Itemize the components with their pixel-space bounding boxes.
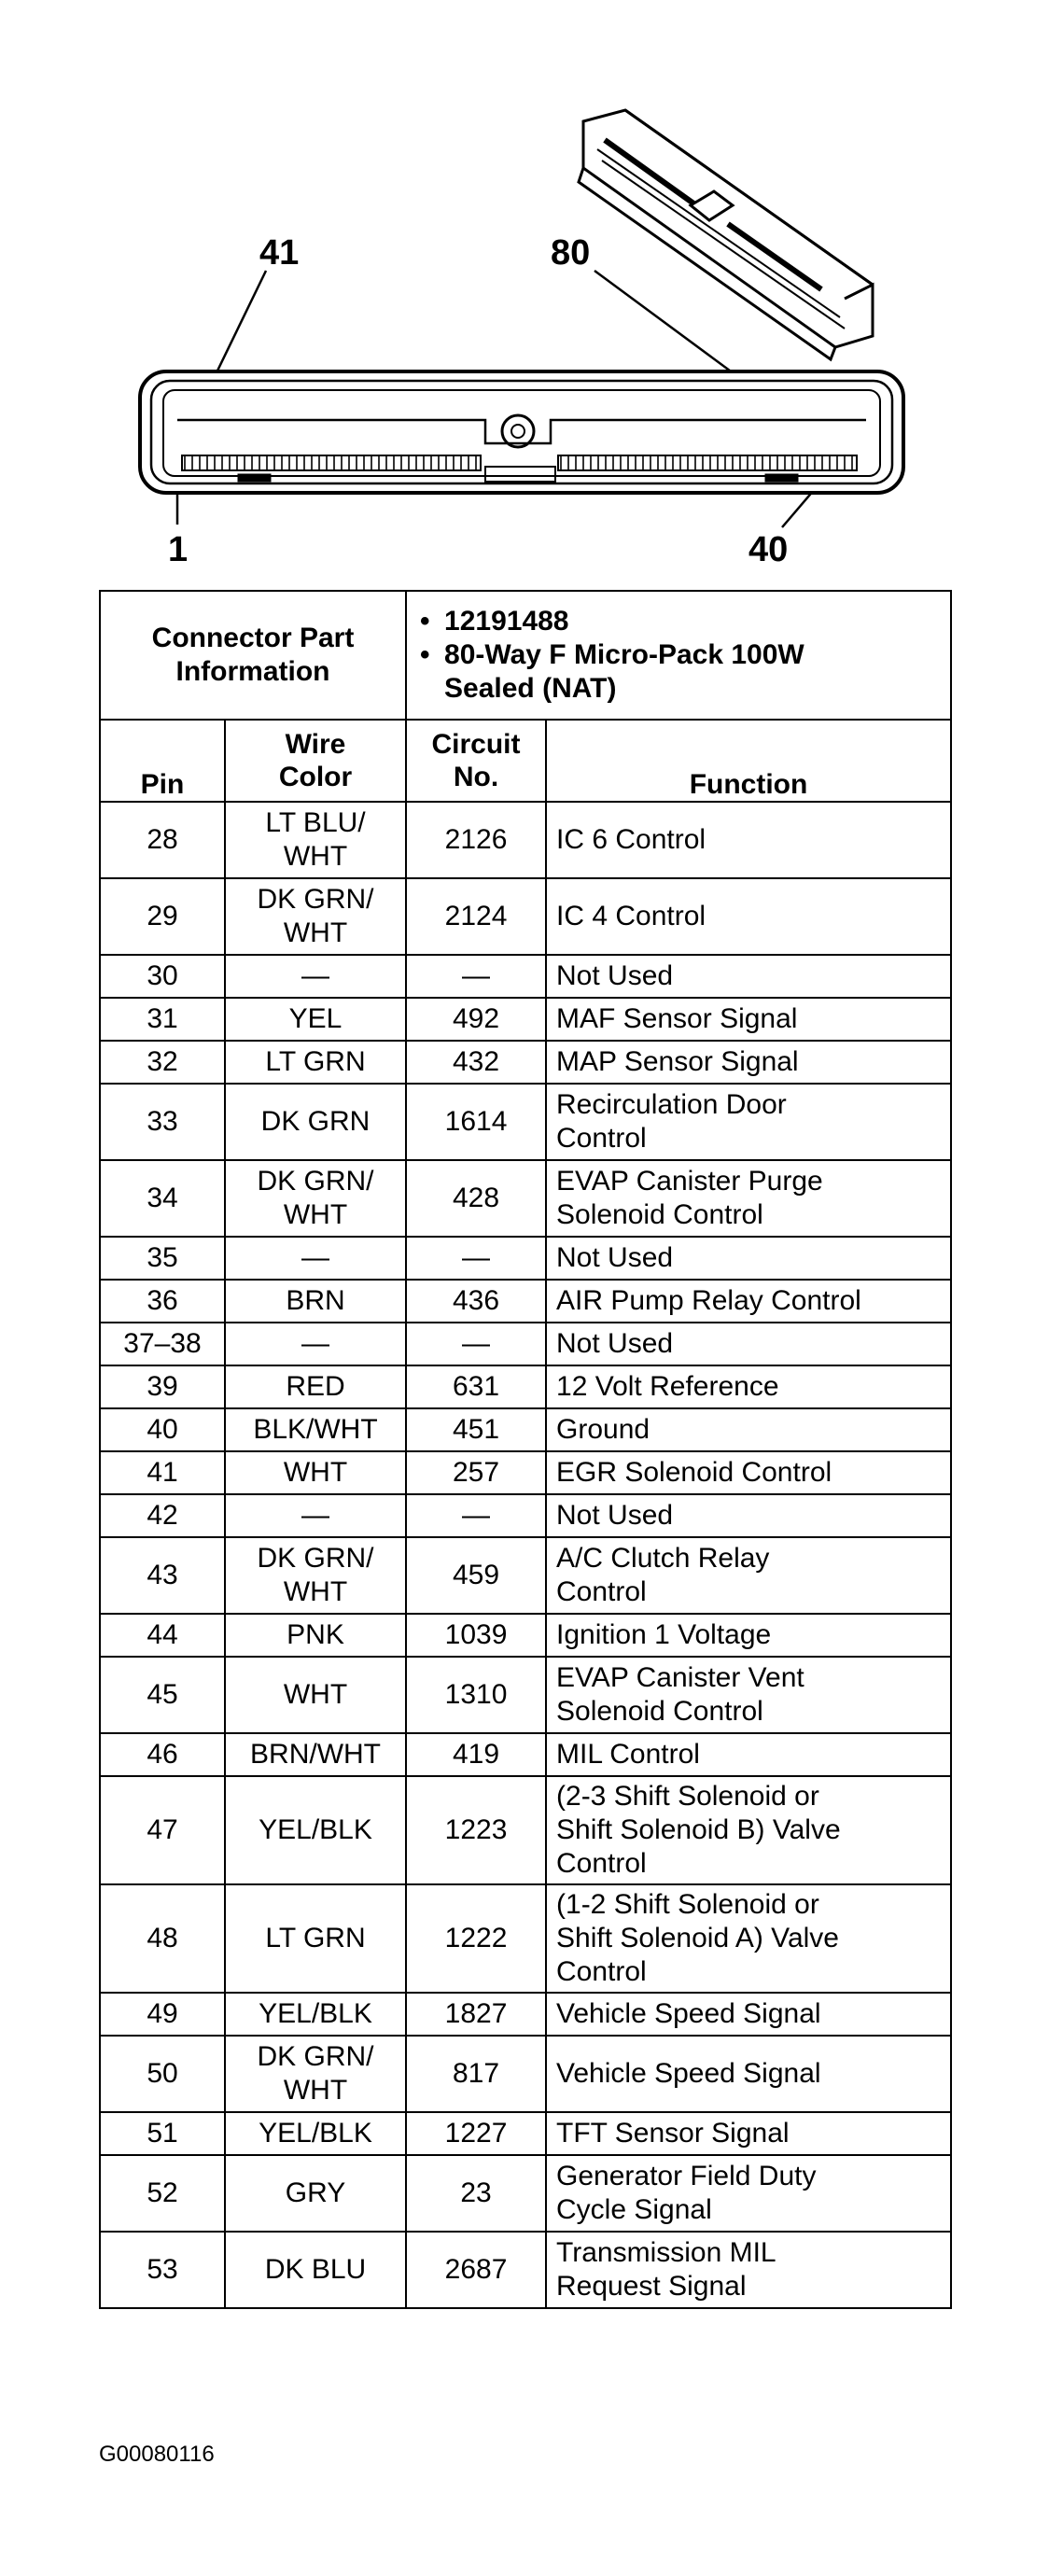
table-row: [100, 1884, 951, 1993]
circuit-cell: 1614: [406, 1084, 546, 1160]
function-line: Ignition 1 Voltage: [556, 1619, 772, 1650]
pin-cell: 49: [100, 1993, 225, 2036]
circuit-cell: 1222: [406, 1884, 546, 1993]
pin-cell: 42: [100, 1494, 225, 1537]
pin-cell: 46: [100, 1733, 225, 1776]
wire-color-line: LT BLU/: [265, 807, 366, 838]
table-row: [100, 1993, 951, 2036]
connector-description-line1: • 80-Way F Micro-Pack 100W: [444, 638, 941, 672]
table-row: [100, 1365, 951, 1408]
function-cell: [546, 1041, 951, 1084]
column-header-row: [100, 720, 951, 802]
function-cell: [546, 2112, 951, 2155]
circuit-cell: —: [406, 1237, 546, 1280]
connector-info-label-line2: Information: [175, 656, 330, 687]
wire-color-cell: [225, 1733, 406, 1776]
table-row: [100, 955, 951, 998]
function-line: AIR Pump Relay Control: [556, 1285, 861, 1316]
function-cell: [546, 1408, 951, 1451]
table-row: [100, 1280, 951, 1323]
pin-cell: 47: [100, 1776, 225, 1884]
connector-front-view: [140, 371, 903, 493]
function-line: Control: [556, 1848, 647, 1879]
table-row: [100, 1084, 951, 1160]
wire-color-cell: [225, 1884, 406, 1993]
circuit-cell: 459: [406, 1537, 546, 1614]
wire-color-line: DK GRN/: [257, 1166, 374, 1197]
wire-color-line: LT GRN: [265, 1046, 366, 1077]
wire-color-line: WHT: [283, 1679, 348, 1710]
function-cell: [546, 2036, 951, 2112]
function-cell: [546, 955, 951, 998]
table-row: [100, 2155, 951, 2232]
pin-cell: 39: [100, 1365, 225, 1408]
wire-color-line: YEL/BLK: [259, 1814, 372, 1845]
circuit-cell: 451: [406, 1408, 546, 1451]
wire-color-cell: [225, 1993, 406, 2036]
circuit-cell: 428: [406, 1160, 546, 1237]
function-line: (1-2 Shift Solenoid or: [556, 1889, 819, 1920]
pin-cell: 32: [100, 1041, 225, 1084]
function-line: Control: [556, 1576, 647, 1607]
function-cell: [546, 1323, 951, 1365]
function-cell: [546, 1657, 951, 1733]
wire-color-cell: [225, 1280, 406, 1323]
circuit-cell: 2126: [406, 802, 546, 878]
circuit-cell: 492: [406, 998, 546, 1041]
function-line: MAP Sensor Signal: [556, 1046, 799, 1077]
function-line: A/C Clutch Relay: [556, 1543, 770, 1574]
function-line: EGR Solenoid Control: [556, 1457, 832, 1488]
pin-label-80: 80: [551, 233, 591, 273]
circuit-cell: —: [406, 955, 546, 998]
table-row: [100, 1041, 951, 1084]
connector-info-label-line1: Connector Part: [151, 623, 355, 653]
function-line: EVAP Canister Vent: [556, 1662, 804, 1693]
header-wire-line1: Wire: [285, 729, 346, 760]
wire-color-cell: [225, 1084, 406, 1160]
function-line: Control: [556, 1956, 647, 1987]
wire-color-cell: [225, 802, 406, 878]
wire-color-line: WHT: [283, 1199, 348, 1230]
function-line: Transmission MIL: [556, 2237, 776, 2268]
wire-color-line: —: [301, 960, 329, 991]
wire-color-line: YEL/BLK: [259, 1998, 372, 2029]
function-line: Solenoid Control: [556, 1199, 763, 1230]
header-circuit-line1: Circuit: [431, 729, 521, 760]
function-cell: [546, 1614, 951, 1657]
pin-cell: 48: [100, 1884, 225, 1993]
header-wire-line2: Color: [278, 762, 353, 792]
function-cell: [546, 998, 951, 1041]
figure-code: G00080116: [99, 2442, 215, 2467]
circuit-cell: 631: [406, 1365, 546, 1408]
wire-color-cell: [225, 1408, 406, 1451]
wire-color-line: DK GRN/: [257, 1543, 374, 1574]
pin-cell: 43: [100, 1537, 225, 1614]
function-cell: [546, 1280, 951, 1323]
wire-color-line: DK GRN: [260, 1106, 371, 1137]
wire-color-cell: [225, 2036, 406, 2112]
pin-cell: 37–38: [100, 1323, 225, 1365]
table-row: [100, 1537, 951, 1614]
function-cell: [546, 1776, 951, 1884]
wire-color-line: —: [301, 1242, 329, 1273]
table-row: [100, 1614, 951, 1657]
function-line: Not Used: [556, 960, 674, 991]
wire-color-cell: [225, 1657, 406, 1733]
pin-label-41: 41: [259, 233, 300, 273]
circuit-cell: —: [406, 1323, 546, 1365]
wire-color-line: YEL: [288, 1003, 343, 1034]
wire-color-cell: [225, 1537, 406, 1614]
wire-color-cell: [225, 1451, 406, 1494]
function-line: Shift Solenoid A) Valve: [556, 1923, 839, 1953]
wire-color-line: DK GRN/: [257, 884, 374, 915]
function-line: Vehicle Speed Signal: [556, 2058, 821, 2089]
function-line: EVAP Canister Purge: [556, 1166, 823, 1197]
circuit-cell: 432: [406, 1041, 546, 1084]
header-pin: Pin: [100, 720, 225, 802]
wire-color-cell: [225, 1237, 406, 1280]
pin-cell: 44: [100, 1614, 225, 1657]
function-cell: [546, 1494, 951, 1537]
function-line: TFT Sensor Signal: [556, 2118, 790, 2149]
table-row: [100, 1494, 951, 1537]
pin-cell: 31: [100, 998, 225, 1041]
pin-label-1: 1: [168, 530, 189, 569]
function-line: (2-3 Shift Solenoid or: [556, 1781, 819, 1812]
function-cell: [546, 1084, 951, 1160]
function-line: 12 Volt Reference: [556, 1371, 779, 1402]
connector-info-values: [406, 591, 951, 720]
function-line: Generator Field Duty: [556, 2161, 817, 2191]
table-row: [100, 1776, 951, 1884]
pin-cell: 33: [100, 1084, 225, 1160]
table-row: [100, 878, 951, 955]
wire-color-line: DK BLU: [264, 2254, 367, 2285]
pin-cell: 53: [100, 2232, 225, 2308]
connector-description-line2: Sealed (NAT): [444, 673, 617, 704]
wire-color-cell: [225, 1323, 406, 1365]
table-row: [100, 1733, 951, 1776]
pin-cell: 52: [100, 2155, 225, 2232]
circuit-cell: 817: [406, 2036, 546, 2112]
wire-color-cell: [225, 1776, 406, 1884]
function-cell: [546, 1993, 951, 2036]
wire-color-line: BRN/WHT: [250, 1739, 381, 1770]
wire-color-line: WHT: [283, 1576, 348, 1607]
header-circuit-no: [406, 720, 546, 802]
function-cell: [546, 1884, 951, 1993]
circuit-cell: 1227: [406, 2112, 546, 2155]
wire-color-line: WHT: [283, 2075, 348, 2106]
pin-cell: 41: [100, 1451, 225, 1494]
connector-3d-view: [579, 110, 873, 359]
function-cell: [546, 1537, 951, 1614]
pin-cell: 50: [100, 2036, 225, 2112]
header-function: Function: [546, 720, 951, 802]
function-line: Solenoid Control: [556, 1696, 763, 1727]
pin-cell: 35: [100, 1237, 225, 1280]
wire-color-cell: [225, 2112, 406, 2155]
function-cell: [546, 1365, 951, 1408]
wire-color-cell: [225, 1041, 406, 1084]
wire-color-line: —: [301, 1500, 329, 1531]
connector-pinout-table: [99, 590, 952, 2309]
circuit-cell: 1039: [406, 1614, 546, 1657]
wire-color-cell: [225, 1614, 406, 1657]
function-line: Recirculation Door: [556, 1089, 787, 1120]
pin-cell: 34: [100, 1160, 225, 1237]
function-line: IC 4 Control: [556, 901, 706, 931]
function-line: Ground: [556, 1414, 650, 1445]
part-number: • 12191488: [444, 605, 941, 638]
pin-rows: [100, 802, 951, 2308]
function-line: MIL Control: [556, 1739, 700, 1770]
pin-cell: 30: [100, 955, 225, 998]
table-row: [100, 1237, 951, 1280]
wire-color-line: BRN: [286, 1285, 345, 1316]
function-line: Cycle Signal: [556, 2194, 712, 2225]
function-line: Shift Solenoid B) Valve: [556, 1814, 841, 1845]
pin-label-40: 40: [748, 530, 789, 569]
wire-color-line: DK GRN/: [257, 2041, 374, 2072]
circuit-cell: —: [406, 1494, 546, 1537]
wire-color-cell: [225, 2155, 406, 2232]
table-row: [100, 2036, 951, 2112]
function-line: Vehicle Speed Signal: [556, 1998, 821, 2029]
function-cell: [546, 2155, 951, 2232]
wire-color-line: LT GRN: [265, 1923, 366, 1953]
function-cell: [546, 1160, 951, 1237]
function-line: Not Used: [556, 1500, 674, 1531]
wire-color-line: WHT: [283, 841, 348, 872]
function-line: IC 6 Control: [556, 824, 706, 855]
wire-color-cell: [225, 955, 406, 998]
circuit-cell: 419: [406, 1733, 546, 1776]
circuit-cell: 1827: [406, 1993, 546, 2036]
table-row: [100, 1323, 951, 1365]
wire-color-line: RED: [286, 1371, 345, 1402]
circuit-cell: 257: [406, 1451, 546, 1494]
connector-info-label: [100, 591, 406, 720]
circuit-cell: 23: [406, 2155, 546, 2232]
table-row: [100, 2112, 951, 2155]
wire-color-line: —: [301, 1328, 329, 1359]
connector-illustration: [0, 0, 1049, 579]
wire-color-line: PNK: [287, 1619, 344, 1650]
circuit-cell: 2124: [406, 878, 546, 955]
circuit-cell: 2687: [406, 2232, 546, 2308]
function-line: MAF Sensor Signal: [556, 1003, 798, 1034]
table-row: [100, 802, 951, 878]
wire-color-cell: [225, 1160, 406, 1237]
function-cell: [546, 1451, 951, 1494]
connector-info-row: [100, 591, 951, 720]
table-row: [100, 1451, 951, 1494]
table-row: [100, 1160, 951, 1237]
pin-cell: 29: [100, 878, 225, 955]
function-line: Not Used: [556, 1328, 674, 1359]
wire-color-line: WHT: [283, 1457, 348, 1488]
wire-color-cell: [225, 1494, 406, 1537]
wire-color-cell: [225, 1365, 406, 1408]
connector-drawing: [0, 0, 1049, 579]
pin-cell: 28: [100, 802, 225, 878]
wire-color-line: YEL/BLK: [259, 2118, 372, 2149]
function-cell: [546, 1237, 951, 1280]
header-circuit-line2: No.: [453, 762, 499, 792]
circuit-cell: 1310: [406, 1657, 546, 1733]
function-line: Not Used: [556, 1242, 674, 1273]
function-line: Control: [556, 1123, 647, 1154]
function-line: Request Signal: [556, 2271, 747, 2302]
wire-color-line: GRY: [285, 2177, 346, 2208]
pin-cell: 40: [100, 1408, 225, 1451]
header-wire-color: [225, 720, 406, 802]
wire-color-line: WHT: [283, 917, 348, 948]
wire-color-cell: [225, 998, 406, 1041]
pin-cell: 36: [100, 1280, 225, 1323]
wire-color-cell: [225, 2232, 406, 2308]
wire-color-line: BLK/WHT: [253, 1414, 378, 1445]
circuit-cell: 436: [406, 1280, 546, 1323]
function-cell: [546, 1733, 951, 1776]
table-row: [100, 998, 951, 1041]
pin-cell: 45: [100, 1657, 225, 1733]
function-cell: [546, 2232, 951, 2308]
circuit-cell: 1223: [406, 1776, 546, 1884]
function-cell: [546, 802, 951, 878]
table-row: [100, 2232, 951, 2308]
pin-cell: 51: [100, 2112, 225, 2155]
wire-color-cell: [225, 878, 406, 955]
table-row: [100, 1408, 951, 1451]
function-cell: [546, 878, 951, 955]
table-row: [100, 1657, 951, 1733]
